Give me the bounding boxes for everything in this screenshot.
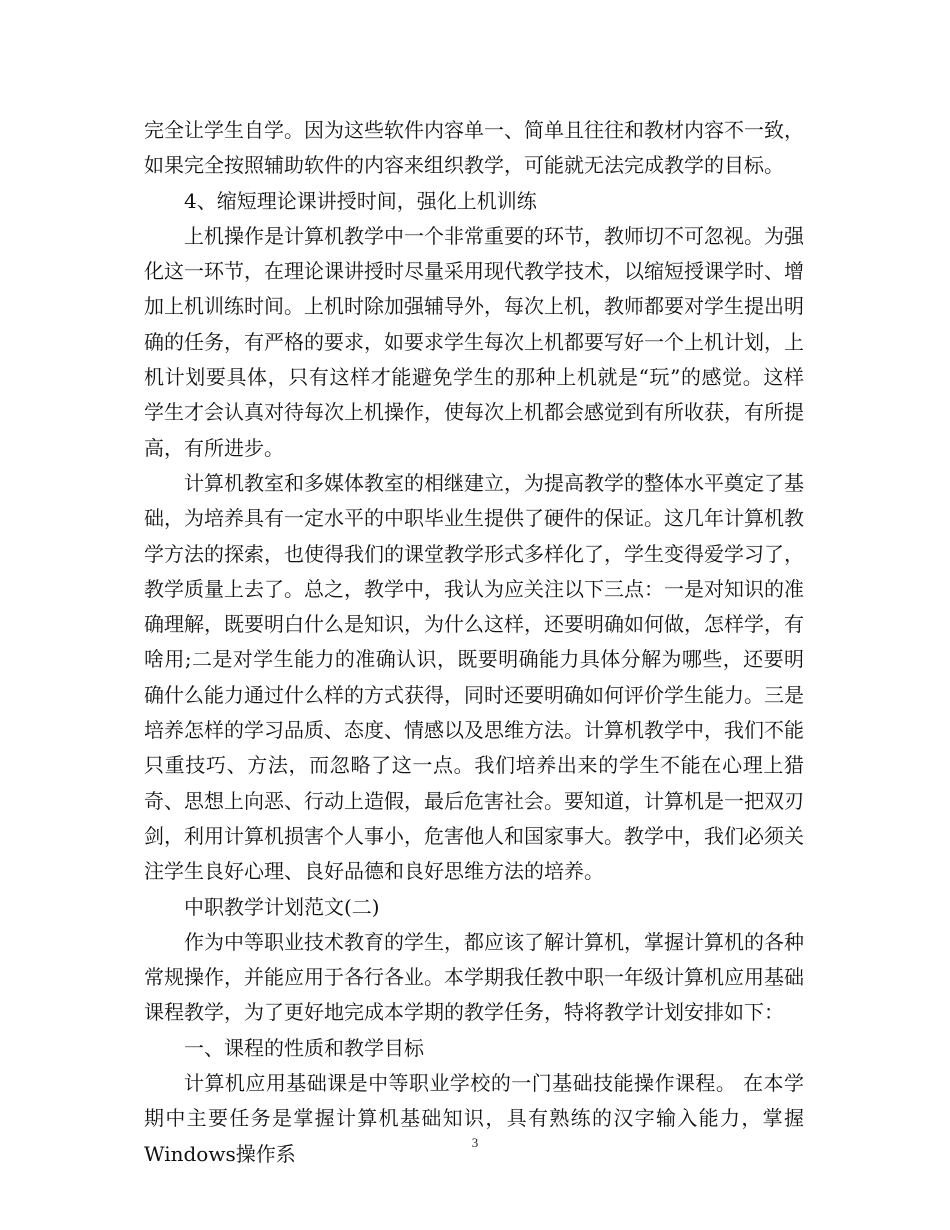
paragraph-lab-practice: 上机操作是计算机教学中一个非常重要的环节，教师切不可忽视。为强化这一环节，在理论课讲授时尽量采用现代教学技术，以缩短授课学时、增加上机训练时间。上机时除加强辅导外，每次上机，教师都要对学生提出明确的任务，有严格的要求，如要求学生每次上机都要写好一个上机计划，上机计划要具体，只有这样才能避免学生的那种上机就是“玩”的感觉。这样学生才会认真对待每次上机操作，使每次上机都会感觉到有所收获，有所提高，有所进步。 [144,223,804,460]
paragraph-intro: 作为中等职业技术教育的学生，都应该了解计算机，掌握计算机的各种常规操作，并能应用于各行各业。本学期我任教中职一年级计算机应用基础课程教学，为了更好地完成本学期的教学任务，特将教学计划安排如下： [144,929,804,1025]
body-text [144,113,804,1172]
section-heading-1: 一、课程的性质和教学目标 [184,1035,424,1060]
page-number: 3 [471,1135,479,1150]
article-title-two: 中职教学计划范文(二) [184,894,380,919]
paragraph-summary: 计算机教室和多媒体教室的相继建立，为提高教学的整体水平奠定了基础，为培养具有一定水平的中职毕业生提供了硬件的保证。这几年计算机教学方法的探索，也使得我们的课堂教学形式多样化了，学生变得爱学习了，教学质量上去了。总之，教学中，我认为应关注以下三点：一是对知识的准确理解，既要明白什么是知识，为什么这样，还要明确如何做，怎样学，有啥用;二是对学生能力的准确认识，既要明确能力具体分解为哪些，还要明确什么能力通过什么样的方式获得，同时还要明确如何评价学生能力。三是培养怎样的学习品质、态度、情感以及思维方法。计算机教学中，我们不能只重技巧、方法，而忽略了这一点。我们培养出来的学生不能在心理上猎奇、思想上向恶、行动上造假，最后危害社会。要知道，计算机是一把双刃剑，利用计算机损害个人事小，危害他人和国家事大。教学中，我们必须关注学生良好心理、良好品德和良好思维方法的培养。 [144,470,804,884]
paragraph-course-nature: 计算机应用基础课是中等职业学校的一门基础技能操作课程。 在本学期中主要任务是掌握计算机基础知识，具有熟练的汉字输入能力，掌握Windows操作系 [144,1071,804,1166]
section-heading-4: 4、缩短理论课讲授时间，强化上机训练 [184,188,537,213]
paragraph-continuation: 完全让学生自学。因为这些软件内容单一、简单且往往和教材内容不一致，如果完全按照辅助软件的内容来组织教学，可能就无法完成教学的目标。 [144,118,804,178]
